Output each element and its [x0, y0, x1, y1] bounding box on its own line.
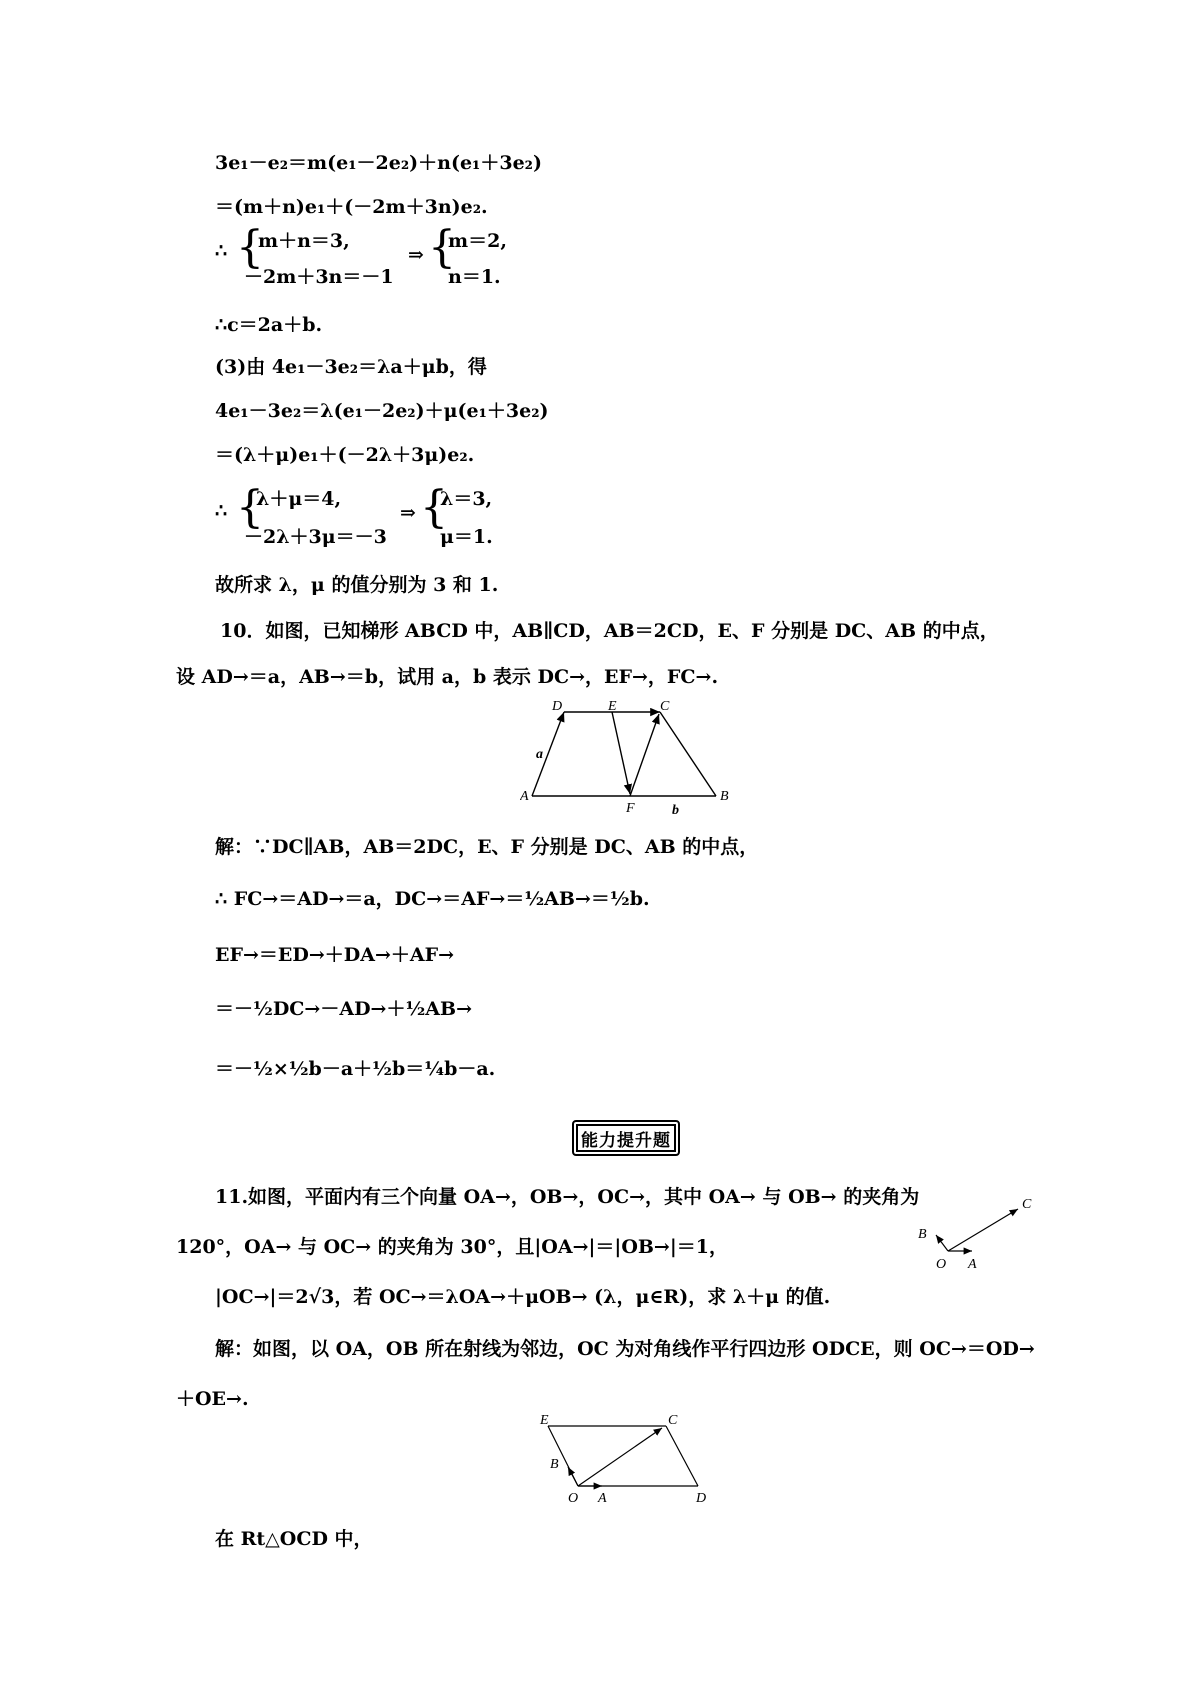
- label-e: E: [608, 700, 617, 714]
- eq-line-2: ＝(m＋n)e₁＋(－2m＋3n)e₂.: [215, 196, 488, 218]
- eq-line-7: ＝(λ＋μ)e₁＋(－2λ＋3μ)e₂.: [215, 444, 475, 466]
- system-2-res2: μ＝1.: [440, 526, 493, 548]
- vector-ef: [612, 712, 630, 794]
- label-a-small: A: [968, 1257, 977, 1272]
- question-11-line2: 120°，OA→ 与 OC→ 的夹角为 30°，且|OA→|＝|OB→|＝1，: [176, 1236, 728, 1258]
- section-badge: 能力提升题: [572, 1120, 680, 1156]
- label-f: F: [626, 801, 635, 816]
- label-a-2: A: [598, 1491, 607, 1504]
- question-10-line2: 设 AD→＝a，AB→＝b，试用 a，b 表示 DC→，EF→，FC→.: [176, 666, 719, 688]
- vector-oc-small: [948, 1209, 1018, 1251]
- solution-11-line3: 在 Rt△OCD 中，: [215, 1528, 373, 1550]
- label-c: C: [660, 700, 670, 714]
- question-11-line3: |OC→|＝2√3，若 OC→＝λOA→＋μOB→ (λ，μ∈R)，求 λ＋μ 的值.: [215, 1286, 831, 1308]
- label-vec-b: b: [672, 803, 679, 816]
- trapezoid-figure: [520, 700, 750, 816]
- system-2-eq2: －2λ＋3μ＝－3: [244, 526, 387, 548]
- segment-cb: [660, 712, 716, 796]
- part3-intro: (3)由 4e₁－3e₂＝λa＋μb，得: [215, 356, 487, 378]
- brace-4: {: [420, 482, 448, 533]
- vector-ob-small: [936, 1235, 948, 1251]
- solution-10-line5: ＝－½×½b－a＋½b＝¼b－a.: [215, 1058, 496, 1080]
- label-a: A: [520, 789, 529, 804]
- label-b-2: B: [550, 1457, 559, 1472]
- label-vec-a: a: [536, 747, 543, 762]
- label-c-2: C: [668, 1413, 678, 1428]
- segment-cd: [666, 1426, 698, 1486]
- label-c-small: C: [1022, 1197, 1032, 1212]
- solution-11-line2: ＋OE→.: [176, 1388, 249, 1410]
- solution-10-line4: ＝－½DC→－AD→＋½AB→: [215, 998, 473, 1020]
- solution-11-line1: 解：如图，以 OA，OB 所在射线为邻边，OC 为对角线作平行四边形 ODCE，则 OC→＝OD→: [215, 1338, 1035, 1360]
- brace-2: {: [428, 222, 456, 273]
- label-b-small: B: [918, 1227, 927, 1242]
- question-11-line1: 11.如图，平面内有三个向量 OA→，OB→，OC→，其中 OA→ 与 OB→ 的夹角为: [215, 1186, 920, 1208]
- brace-3: {: [236, 482, 264, 533]
- system-2-therefore: ∴: [215, 500, 228, 522]
- vector-fc: [630, 714, 659, 796]
- eq-line-1: 3e₁－e₂＝m(e₁－2e₂)＋n(e₁＋3e₂): [215, 152, 542, 174]
- parallelogram-figure: [536, 1412, 726, 1504]
- conclusion-9: 故所求 λ，μ 的值分别为 3 和 1.: [215, 574, 499, 596]
- system-1-res1: m＝2,: [448, 230, 507, 252]
- solution-10-line3: EF→＝ED→＋DA→＋AF→: [215, 944, 455, 966]
- label-d: D: [552, 700, 563, 714]
- vector-ob: [568, 1467, 578, 1486]
- label-d-2: D: [696, 1491, 707, 1504]
- label-o-small: O: [936, 1257, 947, 1272]
- label-o-2: O: [568, 1491, 579, 1504]
- label-e-2: E: [540, 1413, 549, 1428]
- brace-1: {: [236, 222, 264, 273]
- system-2-res1: λ＝3,: [440, 488, 493, 510]
- question-10-line1: 10．如图，已知梯形 ABCD 中，AB∥CD，AB＝2CD，E、F 分别是 DC、AB 的中点，: [220, 620, 999, 642]
- eq-line-4: ∴c＝2a＋b.: [215, 314, 323, 336]
- vectors-oabc-figure: [908, 1194, 1048, 1272]
- vector-oc: [578, 1428, 662, 1486]
- system-2-eq1: λ＋μ＝4,: [256, 488, 342, 510]
- solution-10-line2: ∴ FC→＝AD→＝a，DC→＝AF→＝½AB→＝½b.: [215, 888, 650, 910]
- system-2-implies: ⇒: [400, 502, 416, 524]
- label-b: B: [720, 789, 729, 804]
- system-1-therefore: ∴: [215, 240, 228, 262]
- solution-10-line1: 解：∵DC∥AB，AB＝2DC，E、F 分别是 DC、AB 的中点，: [215, 836, 759, 858]
- eq-line-6: 4e₁－3e₂＝λ(e₁－2e₂)＋μ(e₁＋3e₂): [215, 400, 549, 422]
- system-1-eq2: －2m＋3n＝－1: [244, 266, 394, 288]
- system-1-implies: ⇒: [408, 244, 424, 266]
- system-1-eq1: m＋n＝3,: [258, 230, 350, 252]
- system-1-res2: n＝1.: [448, 266, 501, 288]
